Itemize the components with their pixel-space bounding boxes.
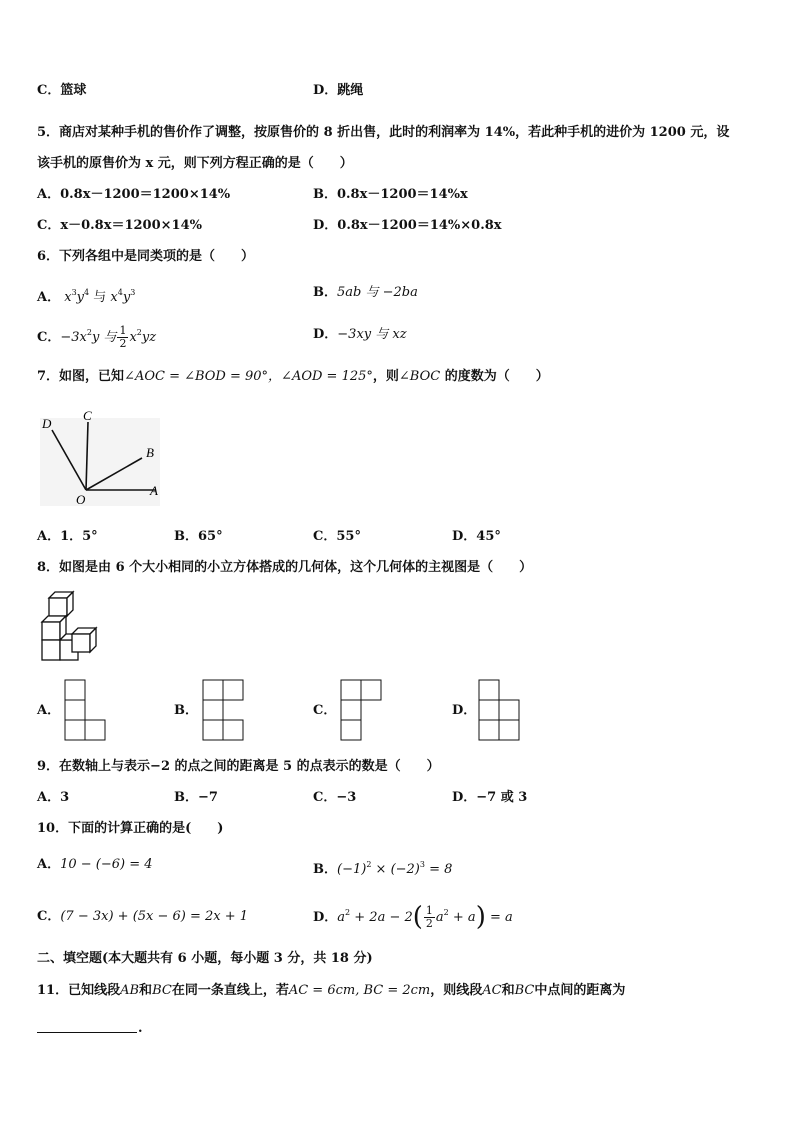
q6-option-c xyxy=(37,324,156,350)
q7-option-d: D．45° xyxy=(452,529,501,544)
q6-option-d xyxy=(313,326,407,344)
q6-b-expr: 5ab 与 −2ba xyxy=(337,285,418,300)
q9-stem: 9．在数轴上与表示−2 的点之间的距离是 5 的点表示的数是（ ） xyxy=(37,759,440,774)
q5-stem-line2: 该手机的原售价为 x 元，则下列方程正确的是（ ） xyxy=(37,156,353,171)
q6-d-expr: −3xy 与 xz xyxy=(337,327,407,342)
q7-angle-figure xyxy=(36,404,166,510)
q9-option-a: A．3 xyxy=(37,790,70,805)
q10-c-expr: (7 − 3x) + (5x − 6) = 2x + 1 xyxy=(60,909,249,924)
q8-view-d xyxy=(478,679,524,741)
label-o: O xyxy=(76,492,86,507)
q8-option-b: B． xyxy=(174,703,198,718)
q6-a-expr: $x^3y^4$ xyxy=(64,288,90,305)
q5-option-c: C．x－0.8x＝1200×14% xyxy=(37,218,202,233)
q8-option-c: C． xyxy=(313,703,337,718)
q9-option-b: B．−7 xyxy=(174,790,218,805)
q6-c-expr: $-3x^2y$ 与 $\frac{1}{2}$ $x^2yz$ xyxy=(60,324,157,350)
q7-stem: 7．如图，已知∠AOC = ∠BOD = 90°，∠AOD = 125°，则∠BOC 的度数为（ ） xyxy=(37,369,549,384)
q9-option-c: C．−3 xyxy=(313,790,357,805)
q8-view-b xyxy=(202,679,248,741)
q11-answer-blank[interactable] xyxy=(37,1032,137,1033)
q10-d-expr: $a^2 + 2a - 2$( $\frac{1}{2}$ $a^2 + a) = a$ xyxy=(337,902,513,932)
q11-condition: AC = 6cm, BC = 2cm xyxy=(288,983,431,998)
q10-a-expr: 10 − (−6) = 4 xyxy=(60,857,153,872)
q6-c-label: C． xyxy=(37,330,61,345)
q10-a-label: A． xyxy=(37,857,61,872)
q11-period: . xyxy=(138,1021,143,1036)
q8-view-a xyxy=(64,679,110,741)
q6-stem: 6．下列各组中是同类项的是（ ） xyxy=(37,249,255,264)
q10-option-c xyxy=(37,908,248,926)
q6-a-with: 与 xyxy=(93,290,107,305)
figure-background xyxy=(40,418,160,506)
q5-option-b: B．0.8x－1200＝14%x xyxy=(313,187,468,202)
q5-stem-line1: 5．商店对某种手机的售价作了调整，按原售价的 8 折出售，此时的利润率为 14%，若此种手机的进价为 1200 元，设 xyxy=(37,125,730,140)
q7-option-c: C．55° xyxy=(313,529,361,544)
q7-option-b: B．65° xyxy=(174,529,223,544)
q10-b-expr: $(-1)^2 \times (-2)^3 = 8$ xyxy=(337,860,453,877)
section-fill-in-title: 二、填空题(本大题共有 6 小题，每小题 3 分，共 18 分) xyxy=(37,951,373,966)
q6-a-expr2: $x^4y^3$ xyxy=(110,288,136,305)
q8-stem: 8．如图是由 6 个大小相同的小立方体搭成的几何体，这个几何体的主视图是（ ） xyxy=(37,560,533,575)
q10-b-label: B． xyxy=(313,862,337,877)
q7-option-a: A．1．5° xyxy=(37,529,98,544)
q6-b-label: B． xyxy=(313,285,337,300)
q8-view-c xyxy=(340,679,386,741)
q9-option-d: D．−7 或 3 xyxy=(452,790,528,805)
q10-stem: 10．下面的计算正确的是( ) xyxy=(37,821,224,836)
q6-c-fraction: $\frac{1}{2}$ xyxy=(119,324,127,350)
label-b: B xyxy=(146,445,154,460)
q6-option-a xyxy=(37,284,135,307)
q10-option-a xyxy=(37,856,153,874)
q5-option-a: A．0.8x－1200＝1200×14% xyxy=(37,187,231,202)
q10-c-label: C． xyxy=(37,909,61,924)
label-a: A xyxy=(150,483,158,498)
q7-condition: ∠AOC = ∠BOD = 90°，∠AOD = 125° xyxy=(124,369,373,384)
q6-option-b xyxy=(313,284,418,302)
q8-cube-figure xyxy=(38,588,100,666)
q11-stem: 11．已知线段AB和BC在同一条直线上，若AC = 6cm, BC = 2cm，则线段AC和BC中点间的距离为 xyxy=(37,983,626,998)
label-c: C xyxy=(83,408,92,423)
q8-option-d: D． xyxy=(452,703,477,718)
q8-option-a: A． xyxy=(37,703,61,718)
label-d: D xyxy=(42,416,52,431)
q10-d-label: D． xyxy=(313,910,338,925)
q5-option-d: D．0.8x－1200＝14%×0.8x xyxy=(313,218,502,233)
q10-option-b xyxy=(313,856,452,879)
cube-front xyxy=(49,598,67,616)
q6-a-label: A． xyxy=(37,290,61,305)
q10-option-d xyxy=(313,904,513,930)
q4-option-c: C．篮球 xyxy=(37,83,87,98)
q4-option-d: D．跳绳 xyxy=(313,83,364,98)
q6-d-label: D． xyxy=(313,327,338,342)
q10-d-fraction: $\frac{1}{2}$ xyxy=(425,904,433,930)
